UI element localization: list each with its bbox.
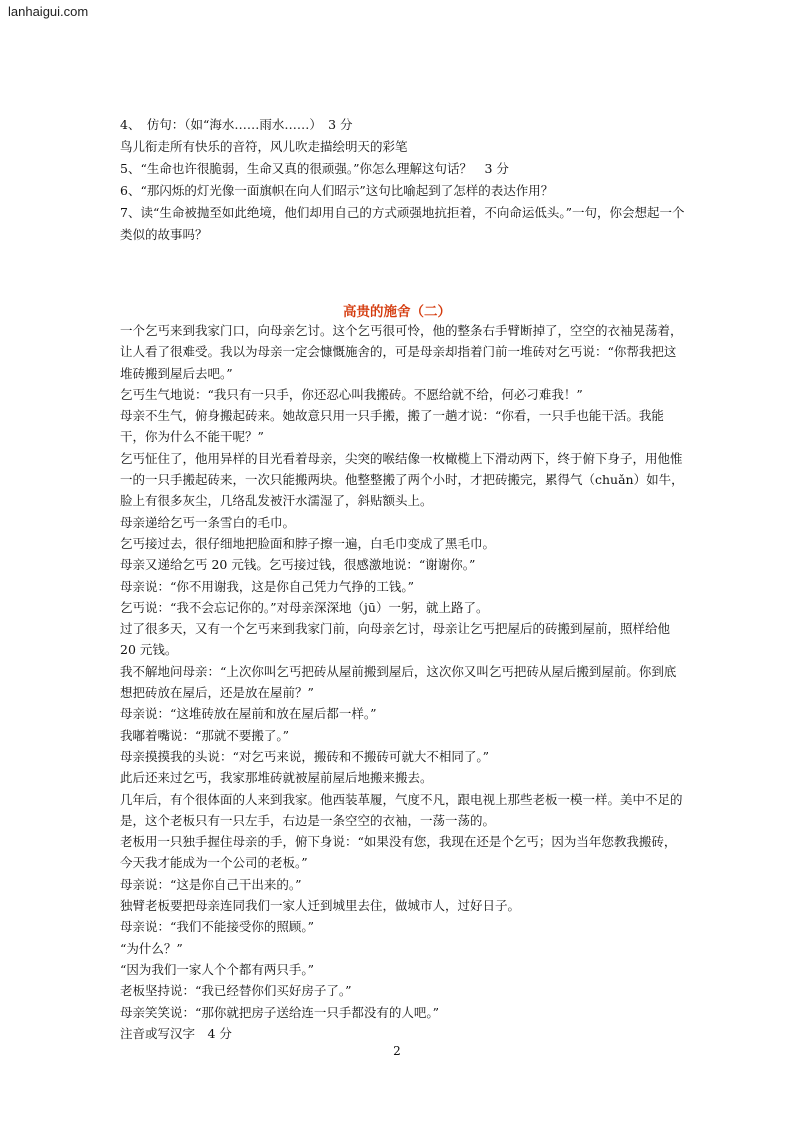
story-paragraph: 我嘟着嘴说：“那就不要搬了。” <box>120 727 290 743</box>
story-paragraph: 母亲说：“我们不能接受你的照顾。” <box>120 919 315 935</box>
story-title: 高贵的施舍（二） <box>343 304 451 320</box>
story-paragraph: 乞丐接过去，很仔细地把脸面和脖子擦一遍，白毛巾变成了黑毛巾。 <box>120 535 496 551</box>
story-paragraph: 老板坚持说：“我已经替你们买好房子了。” <box>120 983 352 999</box>
question-6: 6、“那闪烁的灯光像一面旗帜在向人们昭示”这句比喻起到了怎样的表达作用？ <box>120 183 554 198</box>
question-4: 4、 仿句：（如“海水……雨水……） 3 分 <box>120 117 353 132</box>
question-5: 5、“生命也许很脆弱，生命又真的很顽强。”你怎么理解这句话？ 3 分 <box>120 161 509 176</box>
story-body <box>120 320 686 1044</box>
question-7: 7、读“生命被抛至如此绝境，他们却用自己的方式顽强地抗拒着，不向命运低头。”一句，你会想起一个类似的故事吗？ <box>120 205 685 242</box>
story-paragraph: “因为我们一家人个个都有两只手。” <box>120 961 315 977</box>
story-paragraph: 我不解地问母亲：“上次你叫乞丐把砖从屋前搬到屋后，这次你又叫乞丐把砖从屋后搬到屋前。你到底想把砖放在屋后，还是放在屋前？” <box>120 663 677 701</box>
page-number: 2 <box>393 1044 401 1058</box>
story-paragraph: 乞丐说：“我不会忘记你的。”对母亲深深地（jū）一躬，就上路了。 <box>120 599 489 615</box>
story-paragraph: 乞丐生气地说：“我只有一只手，你还忍心叫我搬砖。不愿给就不给，何必刁难我！” <box>120 386 583 402</box>
story-paragraph: 母亲递给乞丐一条雪白的毛巾。 <box>120 514 296 530</box>
watermark: lanhaigui.com <box>8 4 89 19</box>
question-4-example: 鸟儿衔走所有快乐的音符，风儿吹走描绘明天的彩笔 <box>120 139 408 154</box>
story-paragraph: 母亲笑笑说：“那你就把房子送给连一只手都没有的人吧。” <box>120 1004 440 1020</box>
story-paragraph: 老板用一只独手握住母亲的手，俯下身说：“如果没有您，我现在还是个乞丐；因为当年您教我搬砖，今天我才能成为一个公司的老板。” <box>120 834 677 871</box>
story-paragraph: 乞丐怔住了，他用异样的目光看着母亲，尖突的喉结像一枚橄榄上下滑动两下，终于俯下身子，用他惟一的一只手搬起砖来，一次只能搬两块。他整整搬了两个小时，才把砖搬完，累得气（chuǎn）如牛，脸上有很多灰尘，几络乱发被汗水濡湿了，斜贴额头上。 <box>120 450 684 509</box>
story-paragraph: 母亲说：“这是你自己干出来的。” <box>120 876 302 892</box>
story-paragraph: 一个乞丐来到我家门口，向母亲乞讨。这个乞丐很可怜，他的整条右手臂断掉了，空空的衣袖晃荡着，让人看了很难受。我以为母亲一定会慷慨施舍的，可是母亲却指着门前一堆砖对乞丐说：“你帮我把这堆砖搬到屋后去吧。” <box>120 323 683 381</box>
story-paragraph: “为什么？” <box>120 940 183 956</box>
story-paragraph: 几年后，有个很体面的人来到我家。他西装革履，气度不凡，跟电视上那些老板一模一样。美中不足的是，这个老板只有一只左手，右边是一条空空的衣袖，一荡一荡的。 <box>120 791 683 828</box>
story-paragraph: 独臂老板要把母亲连同我们一家人迁到城里去住，做城市人，过好日子。 <box>120 898 521 914</box>
story-paragraph: 母亲摸摸我的头说：“对乞丐来说，搬砖和不搬砖可就大不相同了。” <box>120 748 490 764</box>
story-paragraph: 母亲不生气，俯身搬起砖来。她故意只用一只手搬，搬了一趟才说：“你看，一只手也能干活。我能干，你为什么不能干呢？” <box>120 408 664 445</box>
story-paragraph: 此后还来过乞丐，我家那堆砖就被屋前屋后地搬来搬去。 <box>120 770 433 786</box>
story-paragraph: 母亲说：“这堆砖放在屋前和放在屋后都一样。” <box>120 706 377 722</box>
story-paragraph: 过了很多天，又有一个乞丐来到我家门前，向母亲乞讨，母亲让乞丐把屋后的砖搬到屋前，照样给他 20 元钱。 <box>120 621 671 658</box>
question-list <box>120 114 690 246</box>
story-paragraph: 母亲说：“你不用谢我，这是你自己凭力气挣的工钱。” <box>120 578 415 594</box>
story-paragraph: 母亲又递给乞丐 20 元钱。乞丐接过钱，很感激地说：“谢谢你。” <box>120 557 476 573</box>
story-task-line: 注音或写汉字 4 分 <box>120 1025 232 1041</box>
